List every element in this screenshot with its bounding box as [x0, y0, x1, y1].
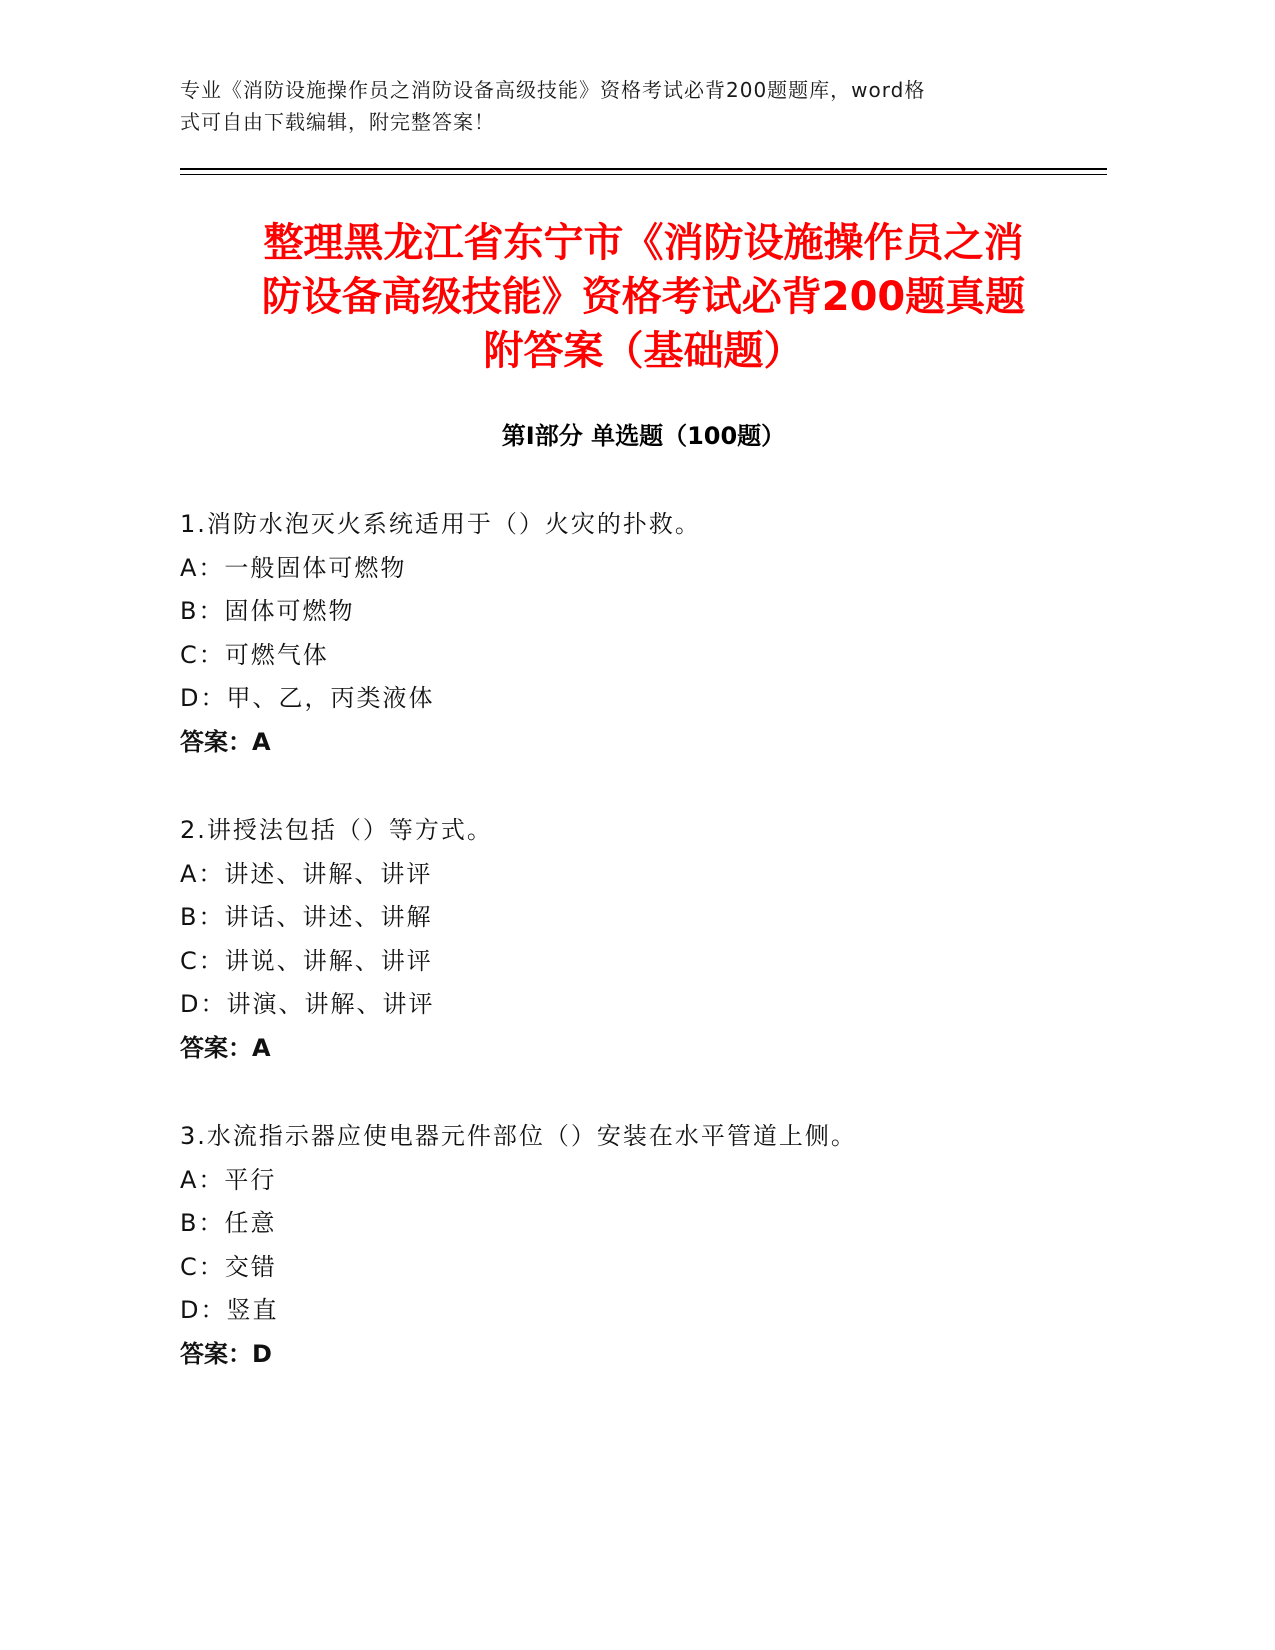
document-title-line: 附答案（基础题）: [483, 328, 804, 374]
header-note: [180, 74, 1060, 138]
option-d: D：讲演、讲解、讲评: [180, 990, 435, 1019]
option-d: D：竖直: [180, 1296, 279, 1325]
option-b: B：讲话、讲述、讲解: [180, 903, 433, 932]
header-divider-thin: [180, 174, 1107, 175]
option-c: C：讲说、讲解、讲评: [180, 946, 433, 975]
option-a: A：讲述、讲解、讲评: [180, 859, 433, 888]
header-divider-thick: [180, 168, 1107, 170]
option-c: C：可燃气体: [180, 640, 329, 669]
question-block: [180, 506, 1107, 768]
header-note-line: 式可自由下载编辑，附完整答案！: [180, 110, 495, 134]
option-d: D：甲、乙，丙类液体: [180, 684, 435, 713]
document-title-line: 整理黑龙江省东宁市《消防设施操作员之消: [263, 220, 1024, 266]
option-a: A：平行: [180, 1165, 277, 1194]
option-a: A：一般固体可燃物: [180, 553, 407, 582]
answer-line: 答案：A: [180, 1033, 271, 1062]
question-stem: 3.水流指示器应使电器元件部位（）安装在水平管道上侧。: [180, 1122, 857, 1150]
answer-line: 答案：A: [180, 727, 271, 756]
header-note-line: 专业《消防设施操作员之消防设备高级技能》资格考试必背200题题库，word格: [180, 78, 926, 102]
option-b: B：任意: [180, 1209, 277, 1238]
option-b: B：固体可燃物: [180, 597, 355, 626]
document-title: [180, 216, 1107, 378]
question-block: [180, 1118, 1107, 1380]
section-heading: 第Ⅰ部分 单选题（100题）: [501, 422, 786, 450]
question-stem: 2.讲授法包括（）等方式。: [180, 816, 493, 844]
question-block: [180, 812, 1107, 1074]
answer-line: 答案：D: [180, 1339, 272, 1368]
document-title-line: 防设备高级技能》资格考试必背200题真题: [261, 274, 1026, 320]
question-stem: 1.消防水泡灭火系统适用于（）火灾的扑救。: [180, 510, 701, 538]
option-c: C：交错: [180, 1252, 277, 1281]
